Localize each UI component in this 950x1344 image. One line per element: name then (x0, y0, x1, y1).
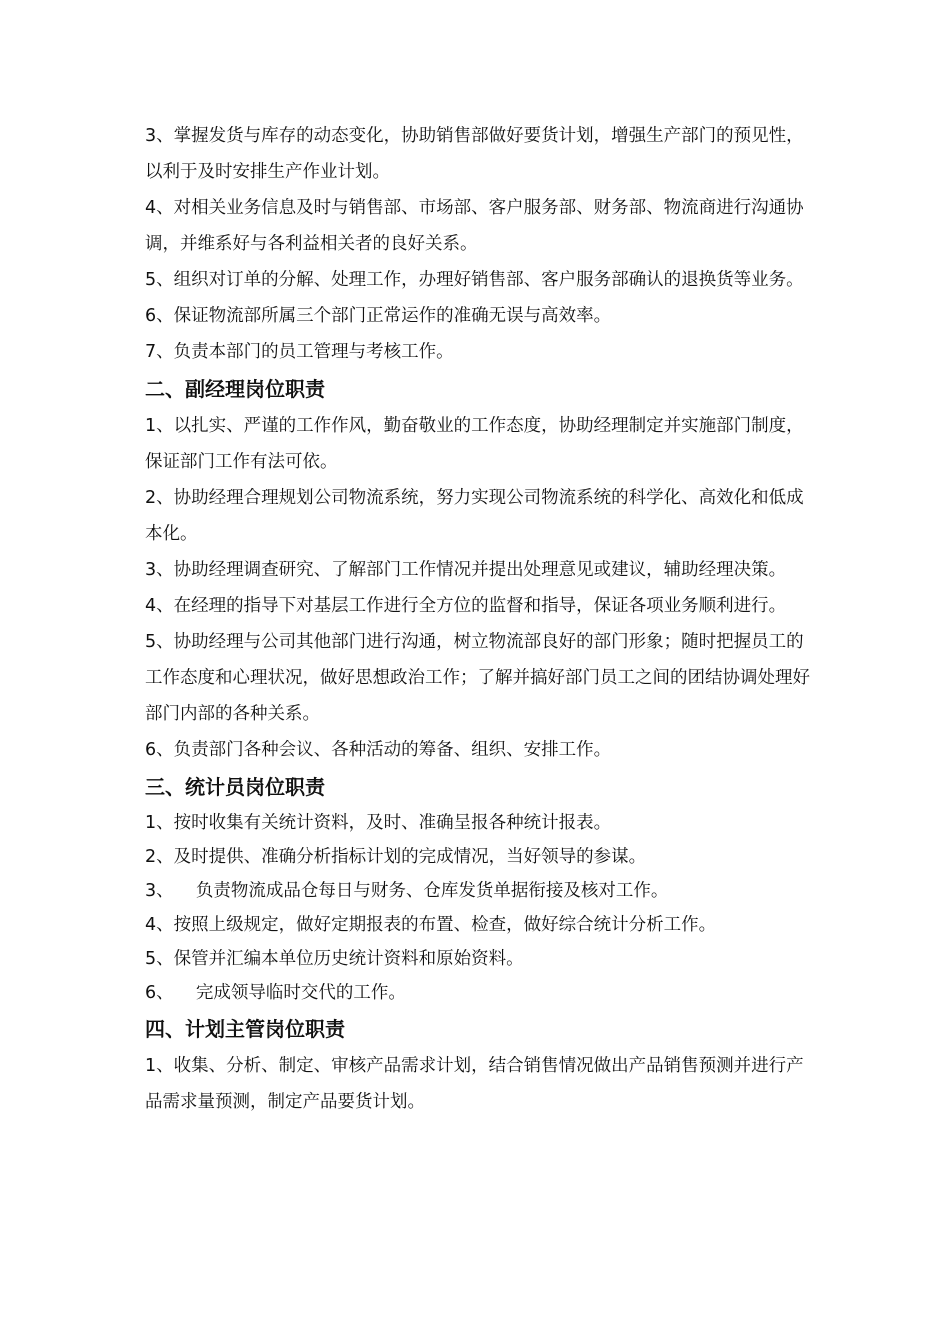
list-item: 6、保证物流部所属三个部门正常运作的准确无误与高效率。 (145, 306, 612, 326)
list-item: 3、掌握发货与库存的动态变化，协助销售部做好要货计划，增强生产部门的预见性，以利于及时安排生产作业计划。 (145, 126, 804, 182)
list-item: 6、负责部门各种会议、各种活动的筹备、组织、安排工作。 (145, 740, 612, 760)
list-item: 7、负责本部门的员工管理与考核工作。 (145, 342, 454, 362)
list-item: 2、及时提供、准确分析指标计划的完成情况，当好领导的参谋。 (145, 847, 647, 867)
list-item: 5、组织对订单的分解、处理工作，办理好销售部、客户服务部确认的退换货等业务。 (145, 270, 804, 290)
list-item: 3、协助经理调查研究、了解部门工作情况并提出处理意见或建议，辅助经理决策。 (145, 560, 787, 580)
document-body (145, 118, 815, 1120)
list-item: 5、协助经理与公司其他部门进行沟通，树立物流部良好的部门形象；随时把握员工的工作态度和心理状况，做好思想政治工作；了解并搞好部门员工之间的团结协调处理好部门内部的各种关系。 (145, 632, 810, 724)
list-item: 4、在经理的指导下对基层工作进行全方位的监督和指导，保证各项业务顺利进行。 (145, 596, 787, 616)
list-item: 4、按照上级规定，做好定期报表的布置、检查，做好综合统计分析工作。 (145, 915, 717, 935)
section-heading-statistician: 三、统计员岗位职责 (145, 775, 325, 799)
list-item: 6、 完成领导临时交代的工作。 (145, 983, 406, 1003)
list-item: 1、按时收集有关统计资料，及时、准确呈报各种统计报表。 (145, 813, 612, 833)
section-heading-deputy-manager: 二、副经理岗位职责 (145, 377, 325, 401)
list-item: 3、 负责物流成品仓每日与财务、仓库发货单据衔接及核对工作。 (145, 881, 669, 901)
section-heading-planning-supervisor: 四、计划主管岗位职责 (145, 1017, 345, 1041)
list-item: 1、以扎实、严谨的工作作风，勤奋敬业的工作态度，协助经理制定并实施部门制度，保证部门工作有法可依。 (145, 416, 804, 472)
list-item: 2、协助经理合理规划公司物流系统，努力实现公司物流系统的科学化、高效化和低成本化。 (145, 488, 804, 544)
list-item: 4、对相关业务信息及时与销售部、市场部、客户服务部、财务部、物流商进行沟通协调，并维系好与各利益相关者的良好关系。 (145, 198, 804, 254)
list-item: 1、收集、分析、制定、审核产品需求计划，结合销售情况做出产品销售预测并进行产品需求量预测，制定产品要货计划。 (145, 1056, 804, 1112)
list-item: 5、保管并汇编本单位历史统计资料和原始资料。 (145, 949, 524, 969)
